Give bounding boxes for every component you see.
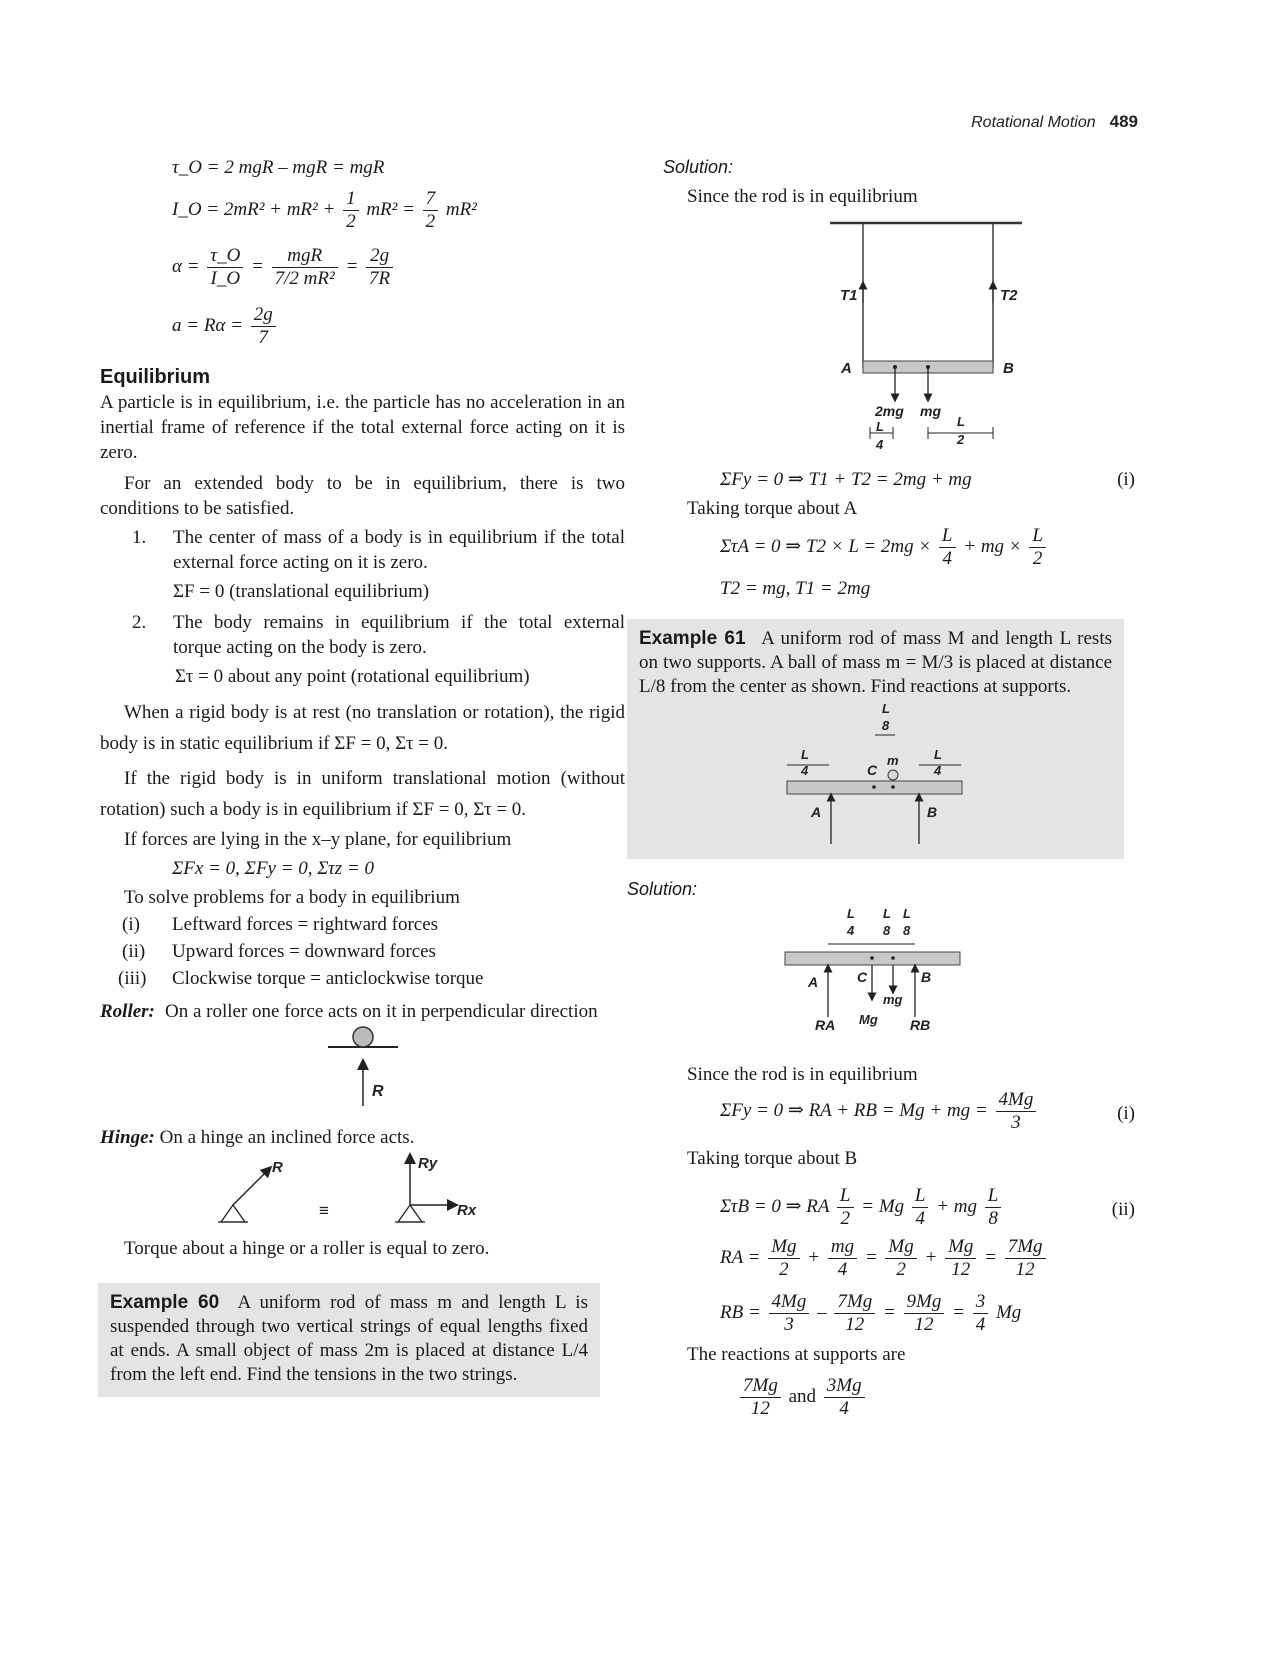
example-60-label: Example 60 <box>110 1292 220 1313</box>
eq-accel-lhs: a = Rα = <box>172 314 243 336</box>
fig1-mg-label: mg <box>920 403 941 419</box>
eq-RB-t2-num: 7Mg <box>834 1291 875 1314</box>
condition-1-text: The center of mass of a body is in equilibrium if the total external force acting on it is zero. <box>173 527 625 573</box>
eq-RA-op2: = <box>864 1246 878 1268</box>
eq-torque-B <box>720 1185 1190 1230</box>
eq-torque-A-mid: + mg × <box>963 535 1022 557</box>
eq-RA-t1-num: Mg <box>768 1236 799 1259</box>
fig2-B-label: B <box>927 804 938 820</box>
answer-RB-den: 4 <box>839 1398 849 1419</box>
hinge-support-2 <box>398 1205 422 1222</box>
example-61 <box>627 619 1124 859</box>
para-uniform-motion: If the rigid body is in uniform translational motion (without rotation) such a body is in equilibrium if ΣF = 0, Στ = 0. <box>100 768 625 820</box>
ball-dot <box>891 785 895 789</box>
reactions-answer <box>737 1375 1190 1420</box>
eq-RB-op3: = <box>952 1301 965 1323</box>
eq-alpha-f2-den: 7/2 mR² <box>274 268 335 289</box>
rule-item <box>100 966 625 991</box>
para-extended-body: For an extended body to be in equilibrium, there is two conditions to be satisfied. <box>100 473 625 519</box>
eq-accel <box>172 304 625 349</box>
eq-torque-B-f1-num: L <box>837 1185 854 1208</box>
fig3-B-label: B <box>921 969 932 985</box>
section-title-equilibrium: Equilibrium <box>100 366 210 388</box>
rule-item <box>100 912 625 937</box>
eq-inertia-frac2-den: 2 <box>425 211 436 232</box>
eq-alpha-f1-den: I_O <box>210 268 241 289</box>
ball-dot-3 <box>891 956 895 960</box>
hinge-equiv-symbol: ≡ <box>319 1201 329 1220</box>
reactions-intro: The reactions at supports are <box>687 1344 906 1365</box>
hinge-force-label: R <box>272 1159 283 1176</box>
rule-text: Leftward forces = rightward forces <box>172 914 439 935</box>
eq-RA-op1: + <box>807 1246 821 1268</box>
eq-force-balance-1 <box>720 467 1190 492</box>
fig1-2mg-label: 2mg <box>875 403 904 419</box>
fig2-m-label: m <box>887 753 899 768</box>
eq-RA-t4-den: 12 <box>951 1259 971 1280</box>
eq-alpha-lhs: α = <box>172 255 200 277</box>
hinge-figure <box>100 1150 625 1230</box>
fig3-8-3: 8 <box>903 923 911 938</box>
eq-torque-B-f2-num: L <box>912 1185 929 1208</box>
eq-number-ii: (ii) <box>1111 1199 1135 1220</box>
fig2-L-left: L <box>801 747 809 762</box>
condition-2-eq: Στ = 0 about any point (rotational equilibrium) <box>175 666 530 687</box>
eq-RB <box>720 1291 1190 1336</box>
fig3-L-1: L <box>847 906 855 921</box>
fig3-A-label: A <box>808 974 819 990</box>
rule-num: (ii) <box>122 941 146 962</box>
eq-RB-op1: – <box>817 1301 827 1323</box>
eq-torque-B-mid1: = Mg <box>861 1195 905 1217</box>
torque-note: Torque about a hinge or a roller is equal to zero. <box>124 1238 490 1259</box>
eq-RA-t2-num: mg <box>828 1236 857 1259</box>
eq-alpha-f1-num: τ_O <box>207 245 243 268</box>
fig3-mg-label: mg <box>883 992 903 1007</box>
condition-1 <box>100 525 625 575</box>
para-particle: A particle is in equilibrium, i.e. the particle has no acceleration in an inertial frame of reference if the total external force acting on it is zero. <box>100 392 625 463</box>
example-61-label: Example 61 <box>639 628 746 649</box>
condition-2 <box>100 610 625 660</box>
fig3-4-1: 4 <box>847 923 855 938</box>
eq-torque-A-lhs: ΣτA = 0 ⇒ T2 × L = 2mg × <box>720 535 932 557</box>
eq-torque-A-f1-num: L <box>939 525 956 548</box>
eq-torque-B-f3-num: L <box>985 1185 1002 1208</box>
eq-torque-A-f1-den: 4 <box>942 548 952 569</box>
fig2-L-top: L <box>882 701 890 716</box>
eq-force-balance-2-den: 3 <box>1011 1112 1021 1133</box>
roller-force-label: R <box>372 1083 384 1100</box>
fig1-4-label: 4 <box>876 437 884 452</box>
running-title: Rotational Motion <box>971 114 1096 131</box>
rule-text: Clockwise torque = anticlockwise torque <box>172 968 484 989</box>
answer-RA-num: 7Mg <box>740 1375 781 1398</box>
fig3-RA-label: RA <box>815 1017 836 1033</box>
eq-RB-t1-num: 4Mg <box>769 1291 810 1314</box>
eq-number-i: (i) <box>1117 469 1135 490</box>
figure-suspended-rod <box>665 213 1190 453</box>
fig1-L-label: L <box>876 419 884 434</box>
hinge-label: Hinge: <box>100 1127 155 1148</box>
eq-RA-t3-den: 2 <box>896 1259 906 1280</box>
eq-force-balance-1-text: ΣFy = 0 ⇒ T1 + T2 = 2mg + mg <box>720 469 972 490</box>
fig2-C-label: C <box>867 762 878 778</box>
eq-inertia-frac2-num: 7 <box>423 188 439 211</box>
hinge-text: On a hinge an inclined force acts. <box>159 1127 415 1148</box>
eq-inertia-rhs: mR² <box>445 198 477 220</box>
eq-RB-t3-num: 9Mg <box>904 1291 945 1314</box>
eq-accel-num: 2g <box>251 304 276 327</box>
fig3-RB-label: RB <box>910 1017 931 1033</box>
eq-tau: τ_O = 2 mgR – mgR = mgR <box>172 157 385 178</box>
fig3-L-2: L <box>883 906 891 921</box>
eq-force-balance-2 <box>720 1089 1190 1134</box>
eq-RB-op2: = <box>882 1301 896 1323</box>
center-dot <box>872 785 876 789</box>
eq-inertia-mid: mR² = <box>366 198 415 220</box>
eq-RA-t5-num: 7Mg <box>1005 1236 1046 1259</box>
answer-RB-num: 3Mg <box>824 1375 865 1398</box>
eq-inertia <box>172 188 625 233</box>
ball <box>888 770 898 780</box>
fig1-T1-label: T1 <box>840 287 858 304</box>
eq-torque-B-lhs: ΣτB = 0 ⇒ RA <box>720 1195 830 1217</box>
eq-inertia-frac-num: 1 <box>343 188 359 211</box>
rules-list <box>100 912 625 991</box>
fig3-L-3: L <box>903 906 911 921</box>
hinge-para <box>100 1125 625 1150</box>
example-60 <box>98 1283 600 1397</box>
eq-RA-t3-num: Mg <box>885 1236 916 1259</box>
eq-torque-B-f1-den: 2 <box>840 1208 850 1229</box>
torque-about-B: Taking torque about B <box>687 1148 858 1169</box>
fig2-8-top: 8 <box>882 718 890 733</box>
eq-force-balance-2-num: 4Mg <box>996 1089 1037 1112</box>
eq-accel-den: 7 <box>258 327 268 348</box>
eq-RB-lhs: RB = <box>720 1301 761 1323</box>
right-column <box>627 155 1190 1420</box>
eq-RA-lhs: RA = <box>720 1246 761 1268</box>
fig1-T2-label: T2 <box>1000 287 1018 304</box>
fig1-A-label: A <box>841 360 852 377</box>
eq-torque-A-f2-num: L <box>1029 525 1046 548</box>
eq-inertia-frac-den: 2 <box>346 211 356 232</box>
fig1-L2-label: L <box>957 414 965 429</box>
fig3-C-label: C <box>857 969 868 985</box>
eq-RA-t5-den: 12 <box>1015 1259 1035 1280</box>
fig2-L-right: L <box>934 747 942 762</box>
hinge-rx-label: Rx <box>457 1202 477 1219</box>
eq-number-i-2: (i) <box>1117 1103 1135 1124</box>
figure-rod-on-supports <box>639 699 1109 849</box>
eq-alpha: α = $\frac{\tau\_O}{I\_O}$ = $\frac{\text{mgR}}{\text{7/2 mR²}}$ = $\frac{2g}{7R}$ <box>172 245 625 290</box>
center-dot-3 <box>870 956 874 960</box>
para-static: When a rigid body is at rest (no translation or rotation), the rigid body is in static equilibrium if ΣF = 0, Στ = 0. <box>100 702 625 754</box>
roller-ball <box>353 1027 373 1047</box>
hinge-ry-label: Ry <box>418 1155 438 1172</box>
solution-2-intro: Since the rod is in equilibrium <box>687 1064 918 1085</box>
roller-para <box>100 999 625 1024</box>
eq-torque-B-f2-den: 4 <box>915 1208 925 1229</box>
eq-RB-t4-num: 3 <box>973 1291 989 1314</box>
page-number: 489 <box>1109 112 1138 131</box>
rule-num: (i) <box>122 914 140 935</box>
roller-figure <box>100 1024 625 1119</box>
eq-torque-A <box>720 525 1190 570</box>
fig1-B-label: B <box>1003 360 1014 377</box>
fig3-Mg-label: Mg <box>859 1012 878 1027</box>
eq-torque-B-f3-den: 8 <box>988 1208 998 1229</box>
solution-2-label: Solution: <box>627 879 698 899</box>
roller-label: Roller: <box>100 1001 155 1022</box>
hinge-force-arrow <box>233 1170 268 1205</box>
example-61-text: A uniform rod of mass M and length L rests on two supports. A ball of mass m = M/3 is placed at distance L/8 from the center as shown. Find reactions at supports. <box>639 628 1112 697</box>
hinge-support <box>221 1205 245 1222</box>
fig2-4-right: 4 <box>934 763 942 778</box>
left-column <box>100 155 625 1397</box>
torque-about-A: Taking torque about A <box>687 498 858 519</box>
eq-RA-t1-den: 2 <box>779 1259 789 1280</box>
rule-num: (iii) <box>118 968 147 989</box>
fig2-A-label: A <box>811 804 822 820</box>
running-header <box>971 112 1138 132</box>
eq-RA <box>720 1236 1190 1281</box>
eq-torque-B-mid2: + mg <box>936 1195 978 1217</box>
para-xy-plane: If forces are lying in the x–y plane, for equilibrium <box>124 829 512 850</box>
eq-inertia-lhs: I_O = 2mR² + mR² + <box>172 198 336 220</box>
figure-free-body <box>665 902 1190 1052</box>
solution-1-label: Solution: <box>663 157 734 177</box>
condition-1-num: 1. <box>132 527 147 548</box>
rule-text: Upward forces = downward forces <box>172 941 436 962</box>
para-solve-intro: To solve problems for a body in equilibrium <box>124 887 460 908</box>
roller-text: On a roller one force acts on it in perpendicular direction <box>165 1001 598 1022</box>
rule-item <box>100 939 625 964</box>
fig3-8-2: 8 <box>883 923 891 938</box>
eq-RA-op3: + <box>924 1246 938 1268</box>
eq-alpha-f3-den: 7R <box>369 268 391 289</box>
eq-tensions: T2 = mg, T1 = 2mg <box>720 578 871 599</box>
example-60-text: A uniform rod of mass m and length L is suspended through two vertical strings of equal lengths fixed at ends. A small object of mass 2m is placed at distance L/4 from the left end. Find the tensions in the two strings. <box>110 1292 588 1385</box>
condition-2-num: 2. <box>132 612 147 633</box>
fig2-4-left: 4 <box>801 763 809 778</box>
eq-RB-tail: Mg <box>995 1301 1022 1323</box>
eq-force-balance-2-lhs: ΣFy = 0 ⇒ RA + RB = Mg + mg = <box>720 1099 988 1121</box>
fig1-2-label: 2 <box>957 432 965 447</box>
eq-alpha-f2-num: mgR <box>272 245 338 268</box>
eq-RB-t2-den: 12 <box>845 1314 865 1335</box>
eq-RB-t4-den: 4 <box>975 1314 986 1335</box>
solution-1-intro: Since the rod is in equilibrium <box>687 186 918 207</box>
eq-RA-t2-den: 4 <box>837 1259 848 1280</box>
eq-alpha-f3-num: 2g <box>366 245 393 268</box>
answer-and: and <box>788 1385 817 1407</box>
answer-RA-den: 12 <box>750 1398 770 1419</box>
condition-2-text: The body remains in equilibrium if the total external torque acting on the body is zero. <box>173 612 625 658</box>
eq-RA-t4-num: Mg <box>945 1236 976 1259</box>
para-xy-eq: ΣFx = 0, ΣFy = 0, Στz = 0 <box>172 858 374 879</box>
eq-torque-A-f2-den: 2 <box>1032 548 1043 569</box>
eq-RA-op4: = <box>984 1246 997 1268</box>
eq-RB-t1-den: 3 <box>784 1314 794 1335</box>
condition-1-eq: ΣF = 0 (translational equilibrium) <box>173 581 430 602</box>
eq-RB-t3-den: 12 <box>914 1314 934 1335</box>
